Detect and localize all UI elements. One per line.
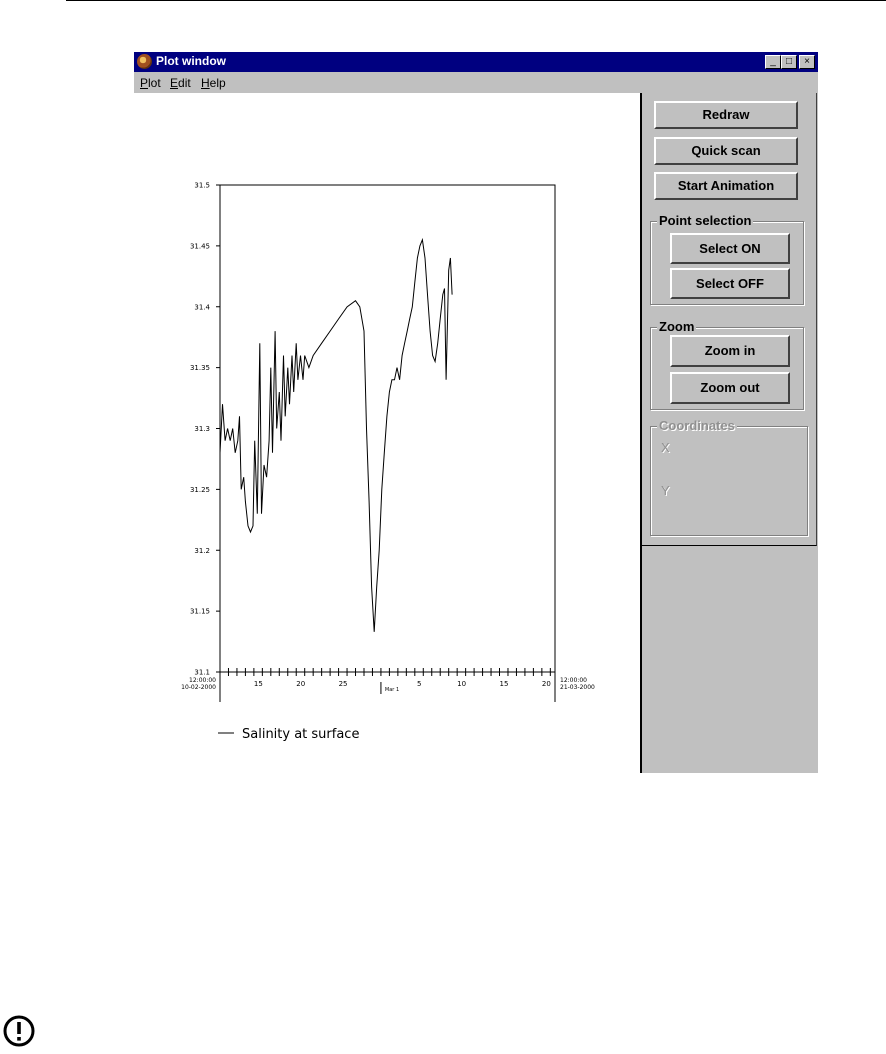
y-tick-label: 31.4 xyxy=(194,303,210,312)
minimize-button[interactable]: _ xyxy=(765,55,781,69)
select-off-button[interactable]: Select OFF xyxy=(670,268,790,299)
y-tick-label: 31.1 xyxy=(194,668,210,677)
coordinate-x-label: X xyxy=(661,440,670,455)
warning-icon xyxy=(2,1014,36,1048)
control-panel xyxy=(642,93,817,546)
month-marker-label: Mar 1 xyxy=(384,687,400,693)
zoom-group xyxy=(650,319,804,410)
menu-help[interactable]: Help xyxy=(201,76,226,90)
select-on-button[interactable]: Select ON xyxy=(670,233,790,264)
coordinate-y-label: Y xyxy=(661,483,670,498)
x-tick-label: 10 xyxy=(457,680,467,688)
y-tick-label: 31.2 xyxy=(194,546,210,555)
x-tick-label: 25 xyxy=(338,680,348,688)
legend-label: Salinity at surface xyxy=(242,727,360,742)
maximize-button[interactable]: □ xyxy=(781,55,797,69)
close-button[interactable]: × xyxy=(799,55,815,69)
app-icon[interactable] xyxy=(137,54,152,69)
plot-frame xyxy=(220,185,555,672)
x-tick-label: 15 xyxy=(499,680,509,688)
point-selection-title: Point selection xyxy=(659,213,752,228)
start-animation-button[interactable]: Start Animation xyxy=(654,172,798,200)
y-tick-label: 31.3 xyxy=(194,425,210,433)
menu-bar xyxy=(134,72,818,93)
x-end-date-label: 21-03-2000 xyxy=(560,684,595,691)
series-line xyxy=(220,240,452,632)
zoom-title: Zoom xyxy=(659,319,695,334)
coordinates-title: Coordinates xyxy=(659,418,735,433)
y-tick-label: 31.5 xyxy=(194,181,210,190)
plot-window xyxy=(134,52,818,773)
x-start-date-label: 10-02-2000 xyxy=(181,684,216,691)
plot-canvas[interactable] xyxy=(134,93,642,773)
x-end-time-label: 12:00:00 xyxy=(560,677,587,684)
y-tick-label: 31.25 xyxy=(189,485,210,494)
x-tick-label: 20 xyxy=(541,680,551,688)
x-tick-label: 20 xyxy=(296,680,306,688)
y-tick-label: 31.15 xyxy=(189,607,210,616)
zoom-in-button[interactable]: Zoom in xyxy=(670,335,790,367)
title-bar[interactable] xyxy=(134,52,818,72)
zoom-out-button[interactable]: Zoom out xyxy=(670,372,790,404)
x-tick-label: 5 xyxy=(417,680,422,688)
menu-edit[interactable]: Edit xyxy=(170,76,191,90)
page-top-rule xyxy=(66,0,886,1)
menu-plot[interactable]: Plot xyxy=(140,76,161,90)
x-start-time-label: 12:00:00 xyxy=(189,677,216,684)
y-tick-label: 31.45 xyxy=(189,242,210,251)
quick-scan-button[interactable]: Quick scan xyxy=(654,137,798,165)
coordinates-group xyxy=(650,418,808,536)
x-tick-label: 15 xyxy=(253,680,263,688)
redraw-button[interactable]: Redraw xyxy=(654,101,798,129)
window-title: Plot window xyxy=(156,54,226,68)
y-tick-label: 31.35 xyxy=(189,364,210,373)
point-selection-group xyxy=(650,213,804,305)
salinity-chart xyxy=(134,93,640,773)
